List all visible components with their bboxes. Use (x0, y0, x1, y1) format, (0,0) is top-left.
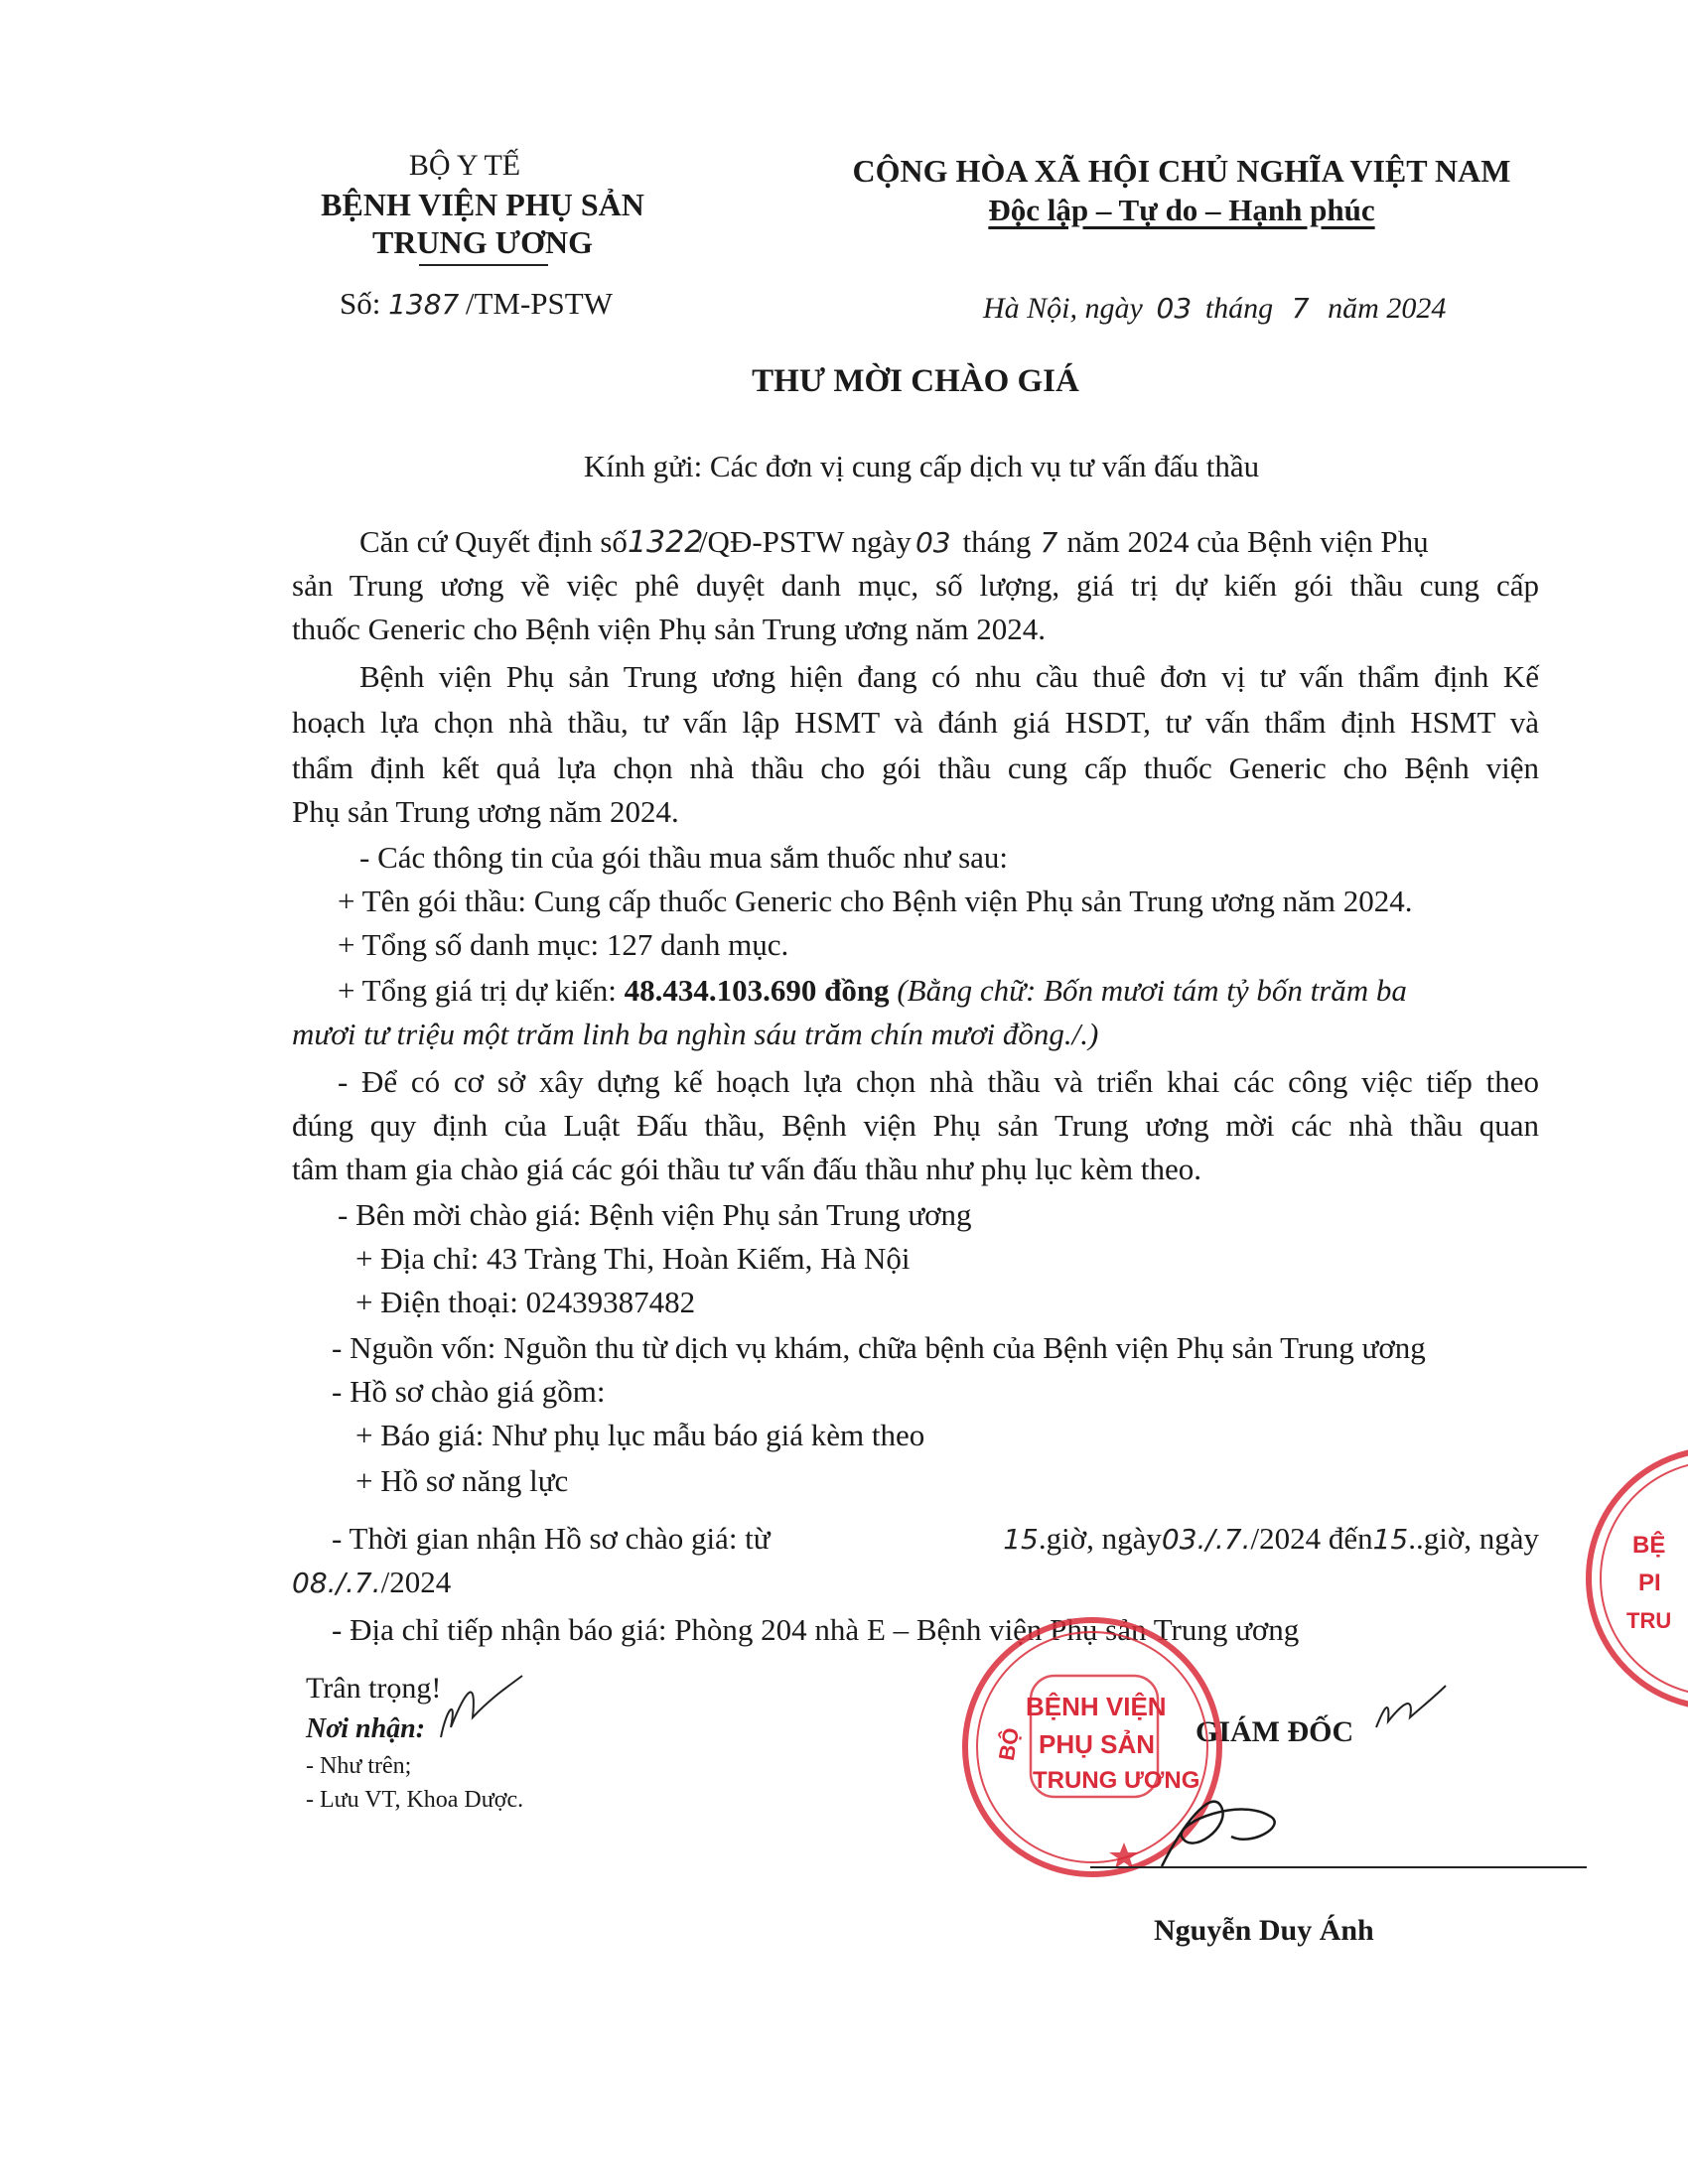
signature-rule (1090, 1866, 1587, 1868)
value-label: + Tổng giá trị dự kiến: (338, 973, 617, 1008)
p1-line2: sản Trung ương về việc phê duyệt danh mục, số lượng, giá trị dự kiến gói thầu cung cấp (292, 568, 1539, 603)
director-name: Nguyễn Duy Ánh (1154, 1914, 1374, 1947)
package-name: + Tên gói thầu: Cung cấp thuốc Generic cho Bệnh viện Phụ sản Trung ương năm 2024. (338, 884, 1413, 918)
svg-text:TRU: TRU (1626, 1608, 1672, 1633)
p2-line2: hoạch lựa chọn nhà thầu, tư vấn lập HSMT và đánh giá HSDT, tư vấn thẩm định HSMT và (292, 705, 1539, 740)
recipients-label: Nơi nhận: (306, 1713, 426, 1744)
document-number-label: Số: (340, 286, 381, 321)
decision-month-handwritten: 7 (1040, 526, 1058, 559)
inviter-phone: + Điện thoại: 02439387482 (355, 1285, 696, 1319)
value-in-words-1: (Bằng chữ: Bốn mươi tám tỷ bốn trăm ba (897, 973, 1407, 1008)
svg-text:PI: PI (1638, 1570, 1661, 1596)
issue-month-label: tháng (1204, 292, 1274, 325)
country-name: CỘNG HÒA XÃ HỘI CHỦ NGHĨA VIỆT NAM (852, 153, 1511, 189)
value-amount: 48.434.103.690 đồng (624, 973, 890, 1008)
document-number-suffix: /TM-PSTW (465, 286, 613, 321)
receiving-address: - Địa chỉ tiếp nhận báo giá: Phòng 204 nhà E – Bệnh viện Phụ sản Trung ương (332, 1612, 1300, 1647)
p3-line1: - Để có cơ sở xây dựng kế hoạch lựa chọn nhà thầu và triển khai các công việc tiếp theo (338, 1064, 1539, 1099)
p1-line3: thuốc Generic cho Bệnh viện Phụ sản Trung ương năm 2024. (292, 612, 1047, 646)
value-in-words-2: mươi tư triệu một trăm linh ba nghìn sáu trăm chín mươi đồng./.) (292, 1017, 1099, 1051)
dossier-capacity: + Hồ sơ năng lực (355, 1463, 569, 1498)
p1-line1 (359, 524, 1429, 560)
dossier-heading: - Hồ sơ chào giá gồm: (332, 1374, 606, 1409)
receiving-time-line2 (292, 1565, 451, 1600)
director-signature-icon (1152, 1767, 1311, 1876)
p2-line1: Bệnh viện Phụ sản Trung ương hiện đang có nhu cầu thuê đơn vị tư vấn thẩm định Kế (359, 659, 1539, 694)
time-text-d: ..giờ, ngày (1408, 1521, 1539, 1556)
time-text-e: /2024 (380, 1565, 452, 1599)
p2-line3: thẩm định kết quả lựa chọn nhà thầu cho gói thầu cung cấp thuốc Generic cho Bệnh viện (292, 751, 1539, 785)
decision-number-handwritten: 1322 (627, 525, 704, 560)
document-number (340, 286, 613, 322)
p1-text-c: tháng (962, 524, 1032, 559)
initials-scribble-icon (437, 1668, 526, 1757)
time-start-hour-handwritten: 15 (1003, 1523, 1039, 1556)
page-seal-partial (1579, 1430, 1688, 1727)
funding-source: - Nguồn vốn: Nguồn thu từ dịch vụ khám, chữa bệnh của Bệnh viện Phụ sản Trung ương (332, 1330, 1426, 1365)
stamp-text-line1: BỆNH VIỆN (1026, 1692, 1167, 1721)
document-number-handwritten: 1387 (388, 288, 460, 321)
package-info-intro: - Các thông tin của gói thầu mua sắm thuốc như sau: (359, 840, 1009, 875)
package-estimated-value (338, 973, 1539, 1009)
stamp-text-line3: TRUNG ƯƠNG (1033, 1767, 1200, 1794)
issue-date-prefix: Hà Nội, ngày (983, 292, 1143, 325)
svg-text:BỆ: BỆ (1632, 1532, 1666, 1559)
time-end-hour-handwritten: 15 (1372, 1523, 1409, 1556)
p3-line2: đúng quy định của Luật Đấu thầu, Bệnh viện Phụ sản Trung ương mời các nhà thầu quan (292, 1108, 1539, 1143)
issue-day-handwritten: 03 (1156, 292, 1193, 325)
director-title: GIÁM ĐỐC (1196, 1715, 1354, 1748)
issue-date (983, 292, 1446, 326)
time-text-b: .giờ, ngày (1038, 1521, 1162, 1556)
regards: Trân trọng! (306, 1672, 442, 1705)
p1-text-b: /QĐ-PSTW ngày (698, 524, 912, 559)
p3-line3: tâm tham gia chào giá các gói thầu tư vấn đấu thầu như phụ lục kèm theo. (292, 1152, 1201, 1186)
organization-name-line1: BỆNH VIỆN PHỤ SẢN (321, 187, 644, 222)
issue-year: năm 2024 (1328, 292, 1447, 325)
ministry-name: BỘ Y TẾ (408, 149, 521, 182)
p2-line4: Phụ sản Trung ương năm 2024. (292, 794, 679, 829)
dossier-quote: + Báo giá: Như phụ lục mẫu báo giá kèm theo (355, 1418, 925, 1452)
time-start-date-handwritten: 03./.7. (1161, 1523, 1251, 1556)
time-text-a: - Thời gian nhận Hồ sơ chào giá: từ (332, 1521, 771, 1556)
director-initials-icon (1370, 1678, 1450, 1737)
receiving-time-line1 (332, 1521, 1539, 1557)
decision-day-handwritten: 03 (914, 526, 951, 559)
national-motto: Độc lập – Tự do – Hạnh phúc (988, 193, 1375, 227)
stamp-side-text: BỘ (993, 1725, 1025, 1763)
package-item-count: + Tổng số danh mục: 127 danh mục. (338, 927, 789, 962)
organization-name-line2: TRUNG ƯƠNG (372, 224, 593, 260)
recipient-item-1: - Như trên; (306, 1753, 412, 1779)
p1-text-a: Căn cứ Quyết định số (359, 524, 628, 559)
recipient-line: Kính gửi: Các đơn vị cung cấp dịch vụ tư vấn đấu thầu (583, 449, 1260, 483)
inviter-address: + Địa chỉ: 43 Tràng Thi, Hoàn Kiếm, Hà Nội (355, 1241, 911, 1276)
stamp-text-line2: PHỤ SẢN (1039, 1729, 1156, 1759)
inviter: - Bên mời chào giá: Bệnh viện Phụ sản Trung ương (338, 1197, 972, 1232)
recipient-item-2: - Lưu VT, Khoa Dược. (306, 1787, 524, 1813)
document-title: THƯ MỜI CHÀO GIÁ (752, 363, 1079, 399)
issue-month-handwritten: 7 (1291, 292, 1310, 325)
time-text-c: /2024 đến (1250, 1521, 1373, 1556)
header-left-rule (419, 264, 548, 266)
p1-text-d: năm 2024 của Bệnh viện Phụ (1066, 524, 1429, 559)
time-end-date-handwritten: 08./.7. (292, 1567, 381, 1599)
